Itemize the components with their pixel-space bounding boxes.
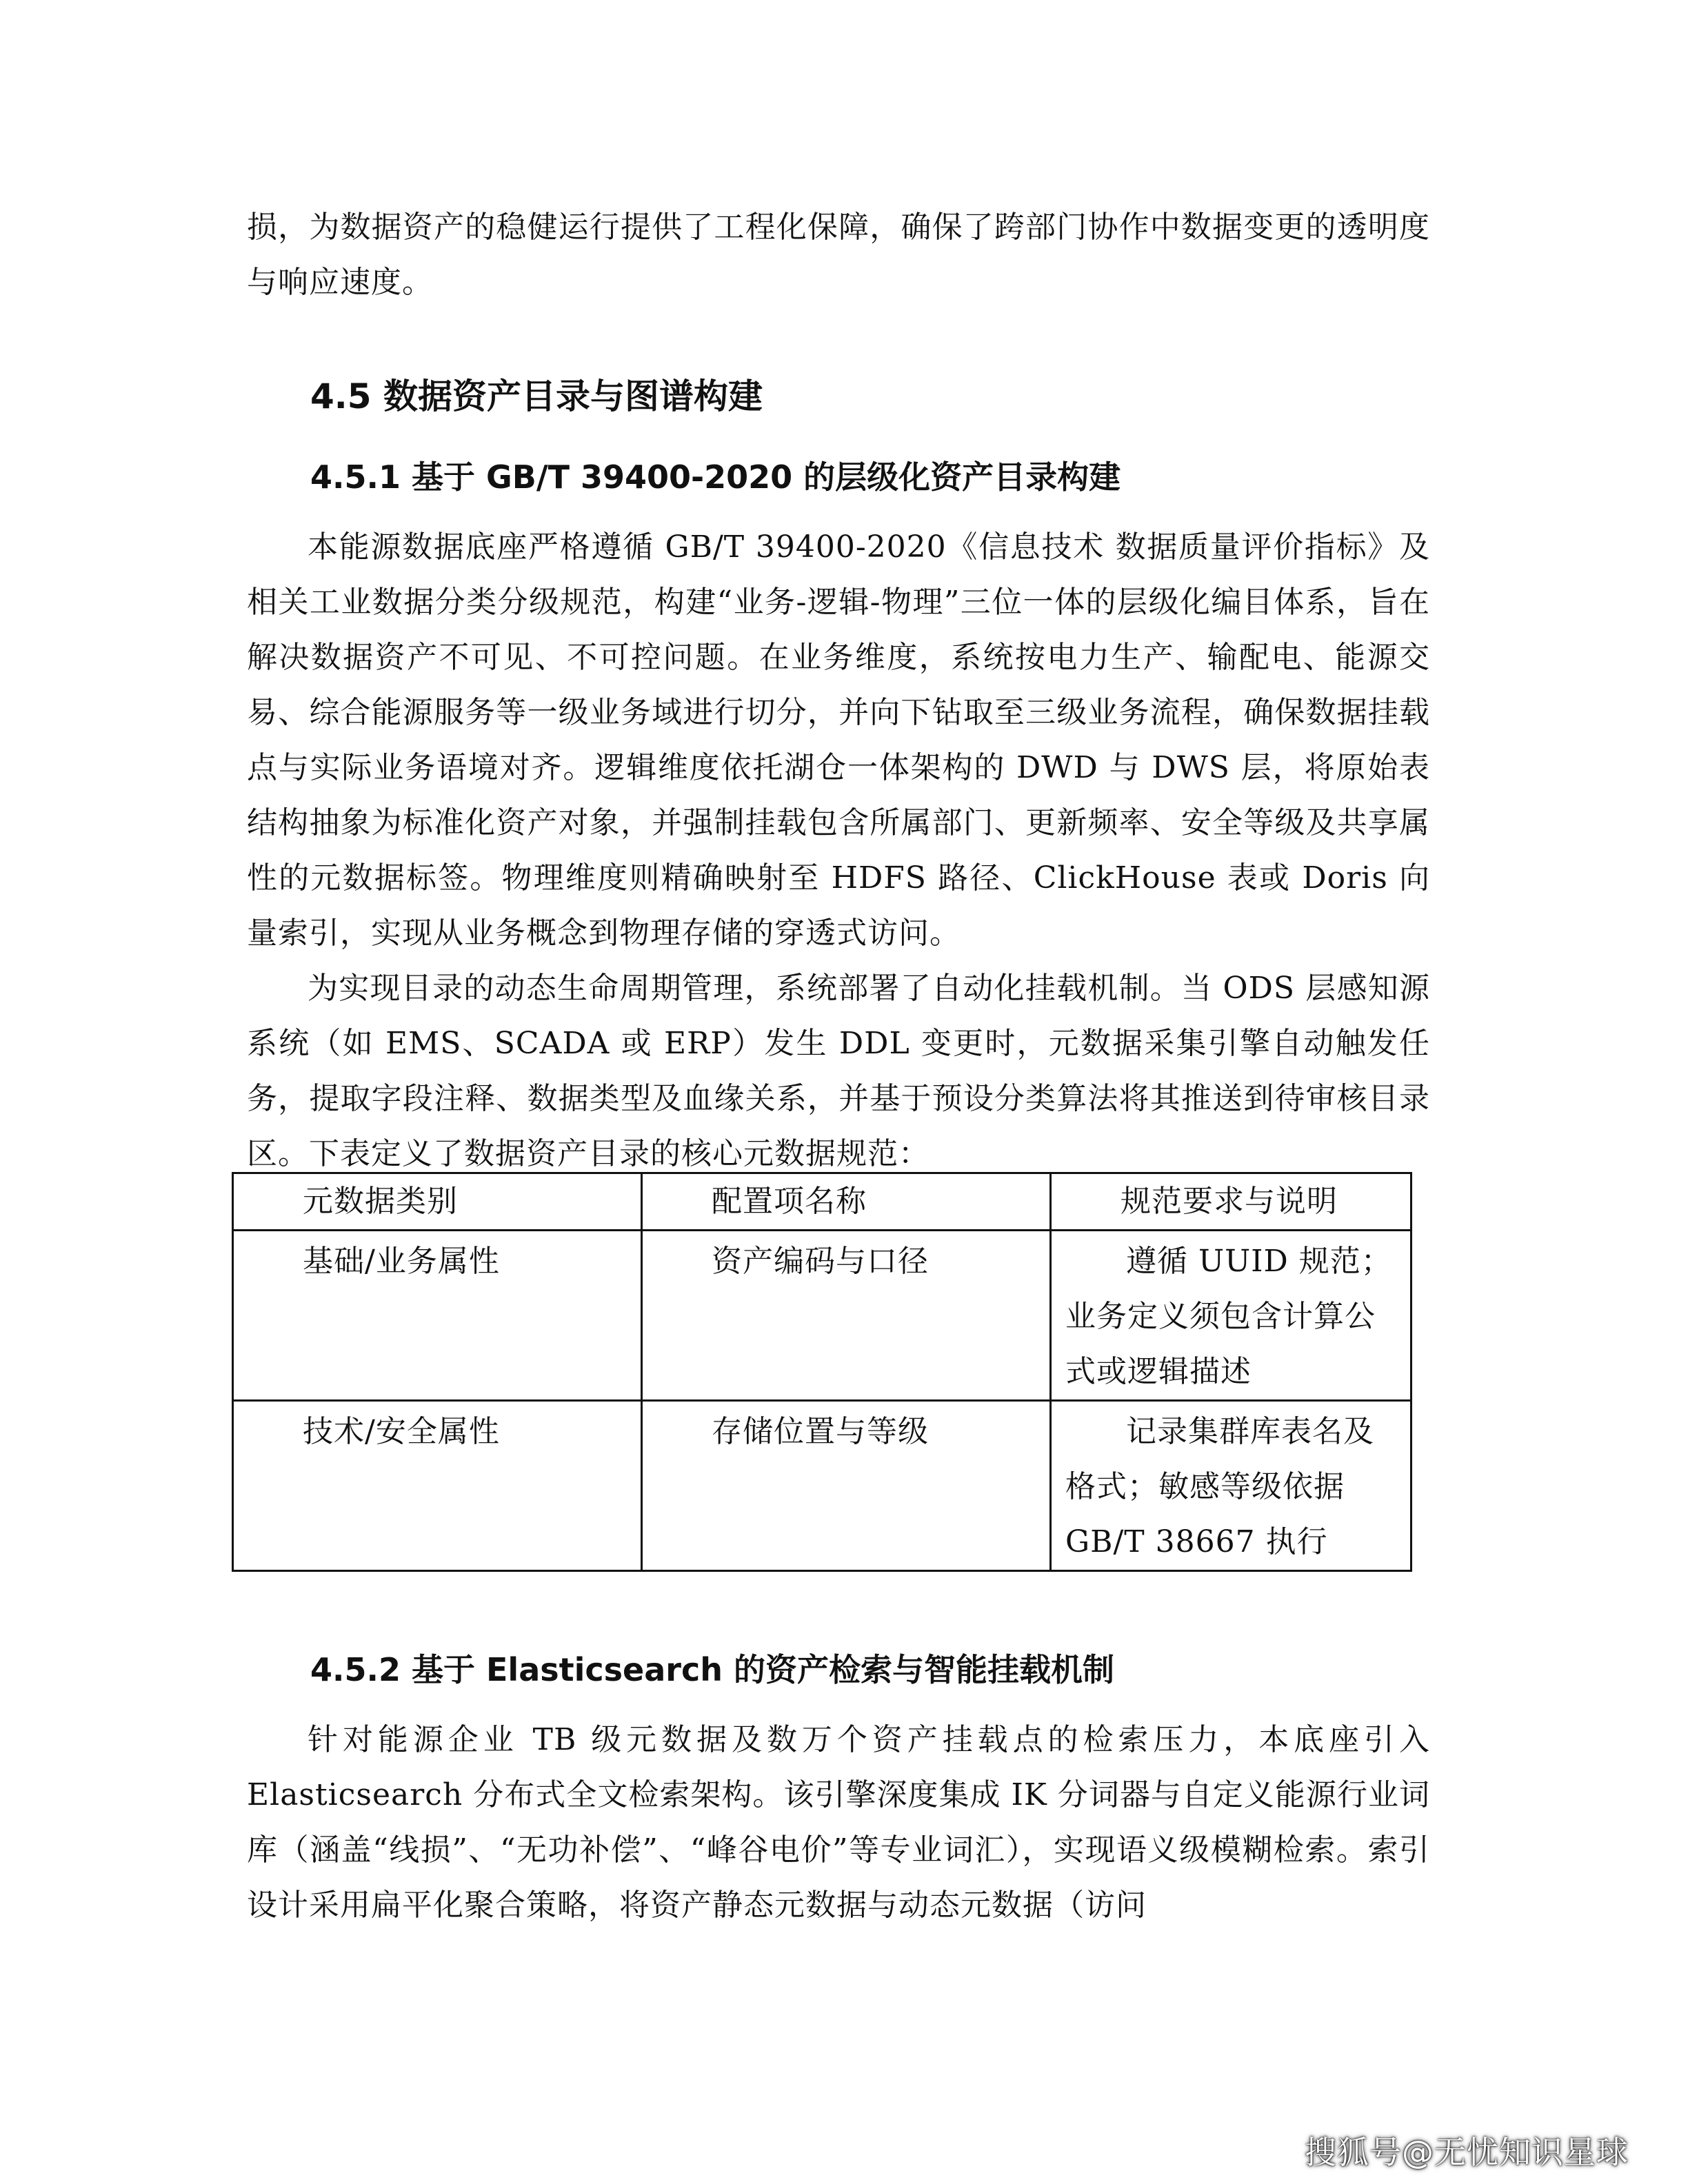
- table-header-spec: 规范要求与说明: [1051, 1173, 1411, 1231]
- table-cell-spec: 记录集群库表名及格式；敏感等级依据 GB/T 38667 执行: [1051, 1401, 1411, 1571]
- section-4-5-1-heading: 4.5.1 基于 GB/T 39400-2020 的层级化资产目录构建: [310, 458, 1121, 496]
- metadata-spec-table: [232, 1172, 1412, 1572]
- table-cell-category: 技术/安全属性: [233, 1401, 642, 1571]
- table-cell-category: 基础/业务属性: [233, 1231, 642, 1401]
- table-row: [233, 1231, 1411, 1401]
- section-4-5-2-paragraph-1: 针对能源企业 TB 级元数据及数万个资产挂载点的检索压力，本底座引入 Elasticsearch 分布式全文检索架构。该引擎深度集成 IK 分词器与自定义能源行业词库（涵盖“线损”、“无功补偿”、“峰谷电价”等专业词汇），实现语义级模糊检索。索引设计采用扁平化聚合策略，将资产静态元数据与动态元数据（访问: [247, 1722, 1430, 1923]
- intro-paragraph: 损，为数据资产的稳健运行提供了工程化保障，确保了跨部门协作中数据变更的透明度与响应速度。: [247, 210, 1430, 300]
- table-header-item: 配置项名称: [642, 1173, 1051, 1231]
- section-4-5-1-body: [247, 520, 1430, 1182]
- section-4-5-2-body: [247, 1712, 1430, 1933]
- intro-block: [247, 200, 1430, 310]
- table-cell-spec: 遵循 UUID 规范；业务定义须包含计算公式或逻辑描述: [1051, 1231, 1411, 1401]
- section-4-5-2-heading: 4.5.2 基于 Elasticsearch 的资产检索与智能挂载机制: [310, 1651, 1114, 1688]
- section-4-5-heading: 4.5 数据资产目录与图谱构建: [310, 376, 763, 416]
- table-row: [233, 1401, 1411, 1571]
- section-4-5-1-paragraph-1: 本能源数据底座严格遵循 GB/T 39400-2020《信息技术 数据质量评价指标》及相关工业数据分类分级规范，构建“业务-逻辑-物理”三位一体的层级化编目体系，旨在解决数据资产不可见、不可控问题。在业务维度，系统按电力生产、输配电、能源交易、综合能源服务等一级业务域进行切分，并向下钻取至三级业务流程，确保数据挂载点与实际业务语境对齐。逻辑维度依托湖仓一体架构的 DWD 与 DWS 层，将原始表结构抽象为标准化资产对象，并强制挂载包含所属部门、更新频率、安全等级及共享属性的元数据标签。物理维度则精确映射至 HDFS 路径、ClickHouse 表或 Doris 向量索引，实现从业务概念到物理存储的穿透式访问。: [247, 529, 1430, 951]
- table-cell-item: 资产编码与口径: [642, 1231, 1051, 1401]
- table-header-category: 元数据类别: [233, 1173, 642, 1231]
- section-4-5-1-paragraph-2: 为实现目录的动态生命周期管理，系统部署了自动化挂载机制。当 ODS 层感知源系统（如 EMS、SCADA 或 ERP）发生 DDL 变更时，元数据采集引擎自动触发任务，提取字段注释、数据类型及血缘关系，并基于预设分类算法将其推送到待审核目录区。下表定义了数据资产目录的核心元数据规范：: [247, 971, 1430, 1171]
- source-watermark: 搜狐号@无忧知识星球: [1305, 2134, 1629, 2171]
- table-header-row: [233, 1173, 1411, 1231]
- table-cell-item: 存储位置与等级: [642, 1401, 1051, 1571]
